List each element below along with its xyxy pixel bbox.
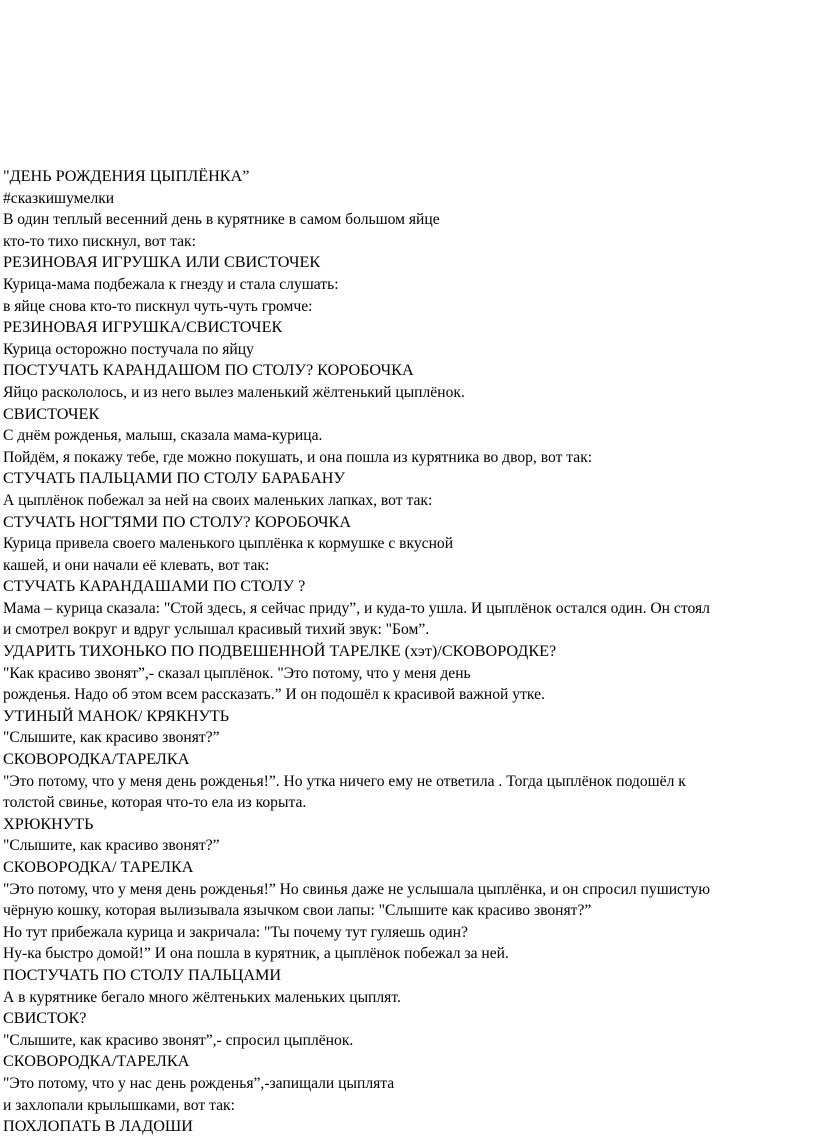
sound-cue: СТУЧАТЬ НОГТЯМИ ПО СТОЛУ? КОРОБОЧКА	[3, 512, 352, 531]
story-line: Курица осторожно постучала по яйцу	[3, 340, 254, 358]
story-line: и смотрел вокруг и вдруг услышал красивый тихий звук: "Бом”.	[3, 621, 430, 639]
story-line: чёрную кошку, которая вылизывала язычком свои лапы: "Слышите как красиво звонят?”	[3, 902, 592, 920]
story-line: "Как красиво звонят”,- сказал цыплёнок. "Это потому, что у меня день	[3, 664, 471, 682]
story-line: Пойдём, я покажу тебе, где можно покушать, и она пошла из курятника во двор, вот так:	[3, 448, 593, 466]
sound-cue: ПОСТУЧАТЬ ПО СТОЛУ ПАЛЬЦАМИ	[3, 965, 282, 984]
story-line: "Это потому, что у нас день рожденья”,-запищали цыплята	[3, 1074, 395, 1092]
story-line: "Слышите, как красиво звонят?”	[3, 837, 220, 855]
sound-cue: СТУЧАТЬ ПАЛЬЦАМИ ПО СТОЛУ БАРАБАНУ	[3, 469, 345, 488]
story-line: Ну-ка быстро домой!” И она пошла в курятник, а цыплёнок побежал за ней.	[3, 945, 509, 963]
sound-cue: ПОСТУЧАТЬ КАРАНДАШОМ ПО СТОЛУ? КОРОБОЧКА	[3, 361, 414, 380]
story-title: "ДЕНЬ РОЖДЕНИЯ ЦЫПЛЁНКА”	[3, 167, 250, 185]
sound-cue: СКОВОРОДКА/ТАРЕЛКА	[3, 750, 190, 769]
sound-cue: ХРЮКНУТЬ	[3, 814, 94, 833]
story-line: Курица привела своего маленького цыплёнка к кормушке с вкусной	[3, 535, 454, 553]
story-line: В один теплый весенний день в курятнике в самом большом яйце	[3, 211, 440, 229]
story-line: и захлопали крылышками, вот так:	[3, 1096, 235, 1114]
sound-cue: СКОВОРОДКА/ТАРЕЛКА	[3, 1052, 190, 1071]
story-line: кашей, и они начали её клевать, вот так:	[3, 556, 270, 574]
sound-cue: ПОХЛОПАТЬ В ЛАДОШИ	[3, 1117, 193, 1136]
story-line: в яйце снова кто-то пискнул чуть-чуть громче:	[3, 297, 313, 315]
story-line: А в курятнике бегало много жёлтеньких маленьких цыплят.	[3, 988, 401, 1006]
story-hashtag: #сказкишумелки	[3, 189, 115, 207]
story-line: толстой свинье, которая что-то ела из корыта.	[3, 794, 307, 812]
sound-cue: РЕЗИНОВАЯ ИГРУШКА/СВИСТОЧЕК	[3, 318, 283, 337]
sound-cue: СВИСТОК?	[3, 1009, 87, 1028]
story-line: Курица-мама подбежала к гнезду и стала слушать:	[3, 275, 339, 293]
story-line: Яйцо раскололось, и из него вылез маленький жёлтенький цыплёнок.	[3, 383, 465, 401]
story-line: рожденья. Надо об этом всем рассказать.” И он подошёл к красивой важной утке.	[3, 686, 545, 704]
sound-cue: УДАРИТЬ ТИХОНЬКО ПО ПОДВЕШЕННОЙ ТАРЕЛКЕ (хэт)/СКОВОРОДКЕ?	[3, 642, 557, 661]
sound-cue: РЕЗИНОВАЯ ИГРУШКА ИЛИ СВИСТОЧЕК	[3, 253, 321, 272]
story-text	[3, 166, 815, 1138]
sound-cue: СТУЧАТЬ КАРАНДАШАМИ ПО СТОЛУ ?	[3, 577, 306, 596]
story-line: "Это потому, что у меня день рожденья!” Но свинья даже не услышала цыплёнка, и он спросил пушистую	[3, 880, 711, 898]
story-line: "Это потому, что у меня день рожденья!”. Но утка ничего ему не ответила . Тогда цыплёнок подошёл к	[3, 772, 686, 790]
story-line: кто-то тихо пискнул, вот так:	[3, 232, 196, 250]
story-line: Но тут прибежала курица и закричала: "Ты почему тут гуляешь один?	[3, 923, 468, 941]
story-line: "Слышите, как красиво звонят”,- спросил цыплёнок.	[3, 1031, 354, 1049]
story-line: Мама – курица сказала: "Стой здесь, я сейчас приду”, и куда-то ушла. И цыплёнок остался один. Он стоял	[3, 599, 710, 617]
story-line: А цыплёнок побежал за ней на своих маленьких лапках, вот так:	[3, 491, 433, 509]
sound-cue: СКОВОРОДКА/ ТАРЕЛКА	[3, 858, 194, 876]
story-line: С днём рожденья, малыш, сказала мама-курица.	[3, 427, 323, 445]
sound-cue: СВИСТОЧЕК	[3, 404, 100, 423]
story-line: "Слышите, как красиво звонят?”	[3, 729, 220, 747]
sound-cue: УТИНЫЙ МАНОК/ КРЯКНУТЬ	[3, 706, 230, 725]
